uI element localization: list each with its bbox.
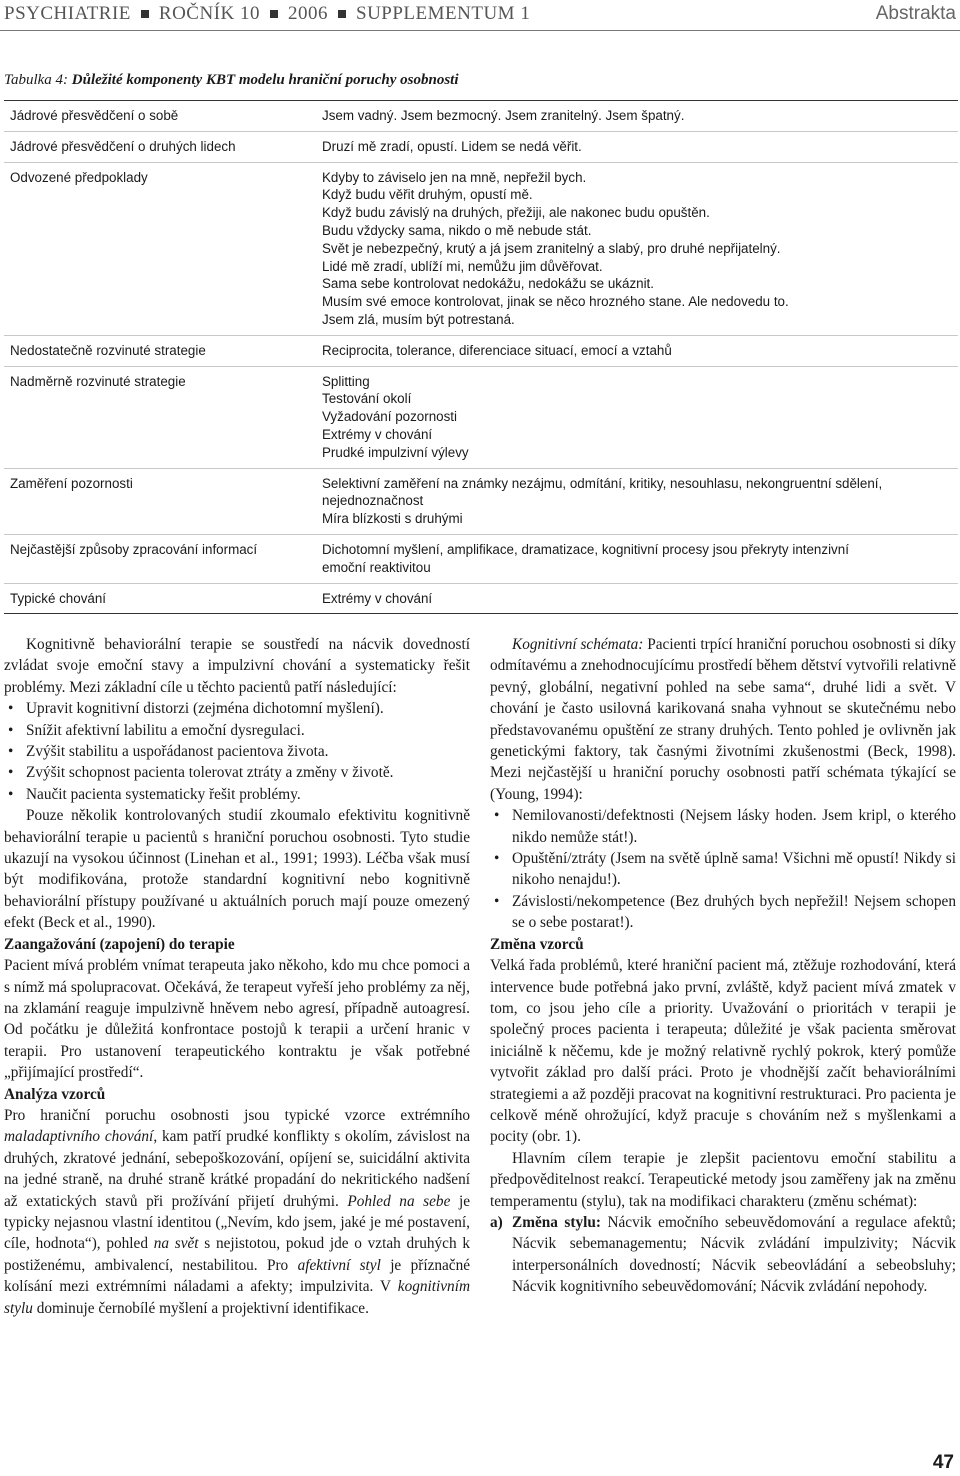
row-label: Nejčastější způsoby zpracování informací <box>4 534 316 583</box>
methods-list <box>490 1212 956 1298</box>
header-rule <box>0 30 960 31</box>
value-line: Extrémy v chování <box>322 590 433 606</box>
schemata-list <box>490 805 956 933</box>
table-row <box>4 162 958 335</box>
change-paragraph-1: Velká řada problémů, které hraniční pacient má, ztěžuje rozhodování, která intervence bude potřebná jako první, zvláště, když pacient mívá zmatek v tom, co jsou jeho cíle a priority. Uvažování o prioritách v terapii je společný proces pacienta i terapeuta; důležité je však pacienta směrovat iniciálně k něčemu, kde je možný relativně rychlý pokrok, který pomůže vytvořit základ pro další práci. Proto je vhodnější začít behaviorálními strategiemi a až později pracovat na kognitivní restrukturaci. Pro pacienta je celkově méně ohrožující, když pracuje s chováním než s myšlenkami a pocity (obr. 1). <box>490 957 956 1146</box>
list-item: a) Změna stylu: Nácvik emočního sebeuvědomování a regulace afektů; Nácvik sebemanagementu; Nácvik zvládání impulzivity; Nácvik interpersonálních dovedností; Nácvik sebeovládání a sebeobsluhy; Nácvik kognitivního sebeuvědomování; Nácvik zvládání nepohody. <box>490 1213 957 1296</box>
value-line: Jsem zlá, musím být potrestaná. <box>322 311 515 327</box>
table-row <box>4 468 958 534</box>
year: 2006 <box>288 3 328 24</box>
row-value <box>316 468 958 534</box>
analysis-paragraph: Pro hraniční poruchu osobnosti jsou typické vzorce extrémního maladaptivního chování, kam patří prudké konflikty s okolím, závislost na druhých, zkratové jednání, sebepoškozování, opíjení se, suicidální aktivita na jedné straně, na druhé straně krátké propadání do nekritického nadšení až extatických stavů při prožívání přijetí druhými. Pohled na sebe je typicky nejasnou vlastní identitou („Nevím, kdo jsem, jaké je mé postavení, cíle, hodnota“), pohled na svět s nejistotou, pokud jde o vztah druhých k postiženému, ambivalencí, nestabilitou. Pro afektivní styl je příznačné kolísání mezi extrémními náladami a afekty; impulzivita. V kognitivním stylu dominuje černobílé myšlení a projektivní identifikace. <box>4 1106 471 1317</box>
square-separator-icon <box>338 10 346 18</box>
list-item: • Snížit afektivní labilitu a emoční dysregulaci. <box>4 720 470 741</box>
list-item: • Zvýšit stabilitu a uspořádanost pacientova života. <box>4 741 470 762</box>
studies-paragraph: Pouze několik kontrolovaných studií zkoumalo efektivitu kognitivně behaviorální terapie u pacientů s hraniční poruchou osobnosti. Tyto studie ukazují na vysokou účinnost (Linehan et al., 1991; 1993). Léčba však musí být modifikována, protože standardní kognitivní nebo kognitivně behaviorální přístupy používané u aktuálních poruch mají pouze omezený efekt (Beck et al., 1990). <box>4 807 470 932</box>
section-name: Abstrakta <box>875 3 956 24</box>
change-heading: Změna vzorců <box>490 935 584 953</box>
value-line: Druzí mě zradí, opustí. Lidem se nedá věřit. <box>322 138 582 154</box>
value-line: Reciprocita, tolerance, diferenciace situací, emocí a vztahů <box>322 342 672 358</box>
engagement-paragraph: Pacient mívá problém vnímat terapeuta jako někoho, kdo mu chce pomoci a s nímž má spolupracovat. Očekává, že terapeut vyřeší jeho problémy za něj, na zklamání reaguje impulzivně hněvem nebo agresí, případně autoagresí. Od počátku je důležitá konfrontace postojů k terapii a určení hranic v terapii. Pro ustanovení terapeutického kontraktu je však potřebné „přijímající prostředí“. <box>4 957 470 1082</box>
kbt-components-table <box>4 100 958 614</box>
list-item: • Upravit kognitivní distorzi (zejména dichotomní myšlení). <box>4 698 470 719</box>
list-item: • Závislosti/nekompetence (Bez druhých bych nepřežil! Nejsem schopen se o sebe postarat!). <box>490 891 956 934</box>
value-line: Když budu věřit druhým, opustí mě. <box>322 187 533 203</box>
right-column <box>490 634 956 1298</box>
table-row <box>4 131 958 162</box>
table-row <box>4 534 958 583</box>
table-row <box>4 583 958 614</box>
row-value <box>316 335 958 366</box>
list-item: • Opuštění/ztráty (Jsem na světě úplně sama! Všichni mě opustí! Nikdy si nikoho nenajdu!). <box>490 848 956 891</box>
square-separator-icon <box>141 10 149 18</box>
list-item: • Nemilovanosti/defektnosti (Nejsem lásky hoden. Jsem kripl, o kterého nikdo nemůže stát!). <box>490 805 956 848</box>
value-line: Selektivní zaměření na známky nezájmu, odmítání, kritiky, nesouhlasu, nekongruentní sdělení, <box>322 475 883 491</box>
value-line: Když budu závislý na druhých, přežiji, ale nakonec budu opuštěn. <box>322 205 710 221</box>
row-label: Jádrové přesvědčení o sobě <box>4 101 316 132</box>
value-line: Vyžadování pozornosti <box>322 409 457 425</box>
page-number: 47 <box>932 1452 954 1473</box>
schemata-paragraph: Kognitivní schémata: Pacienti trpící hraniční poruchou osobnosti si díky odmítavému a znehodnocujícímu prostředí během dětství vytvořili relativně pevný, globální, negativní pohled na sebe sama“, druhé lidi a svět. V chování je často usilovná karikovaná snaha vyhnout se skutečnému nebo představovanému opuštění ze strany druhých. Tento pohled je ovlivněn jak genetickými faktory, tak časnými životními zkušenostmi (Beck, 1998). Mezi nejčastější u hraniční poruchy osobnosti patří schémata týkající se (Young, 1994): <box>490 636 957 803</box>
supplement: SUPPLEMENTUM 1 <box>356 3 531 24</box>
caption-label: Tabulka 4: <box>4 72 69 88</box>
row-label: Zaměření pozornosti <box>4 468 316 534</box>
value-line: Míra blízkosti s druhými <box>322 511 463 527</box>
journal-name: PSYCHIATRIE <box>4 3 131 24</box>
row-label: Nadměrně rozvinuté strategie <box>4 366 316 468</box>
row-value <box>316 101 958 132</box>
row-label: Odvozené předpoklady <box>4 162 316 335</box>
value-line: Jsem vadný. Jsem bezmocný. Jsem zranitelný. Jsem špatný. <box>322 108 685 123</box>
value-line: Budu vždycky sama, nikdo o mě nebude stát. <box>322 222 592 238</box>
engagement-heading: Zaangažování (zapojení) do terapie <box>4 935 235 953</box>
square-separator-icon <box>270 10 278 18</box>
row-value <box>316 162 958 335</box>
analysis-heading: Analýza vzorců <box>4 1085 106 1103</box>
value-line: Musím své emoce kontrolovat, jinak se něco hrozného stane. Ale nedovedu to. <box>322 294 789 310</box>
value-line: Prudké impulzivní výlevy <box>322 444 469 460</box>
volume: ROČNÍK 10 <box>158 3 260 24</box>
value-line: nejednoznačnost <box>322 493 424 509</box>
row-label: Nedostatečně rozvinuté strategie <box>4 335 316 366</box>
row-value <box>316 131 958 162</box>
table-caption <box>4 72 459 89</box>
row-label: Jádrové přesvědčení o druhých lidech <box>4 131 316 162</box>
list-item: • Naučit pacienta systematicky řešit problémy. <box>4 784 470 805</box>
running-header <box>4 0 956 28</box>
change-paragraph-2: Hlavním cílem terapie je zlepšit pacientovu emoční stabilitu a předpověditelnost reakcí. Terapeutické metody jsou zaměřeny jak na změnu temperamentu (stylu), tak na modifikaci charakteru (změnu schémat): <box>490 1149 956 1210</box>
table-row <box>4 366 958 468</box>
value-line: emoční reaktivitou <box>322 559 431 575</box>
value-line: Sama sebe kontrolovat nedokážu, nedokážu se ukáznit. <box>322 276 655 292</box>
table-row <box>4 335 958 366</box>
left-column <box>4 634 470 1319</box>
row-value <box>316 534 958 583</box>
table-row <box>4 101 958 132</box>
value-line: Svět je nebezpečný, krutý a já jsem zranitelný a slabý, pro druhé nepřijatelný. <box>322 240 781 256</box>
schemata-label: Kognitivní schémata: <box>512 636 644 653</box>
row-value <box>316 583 958 614</box>
value-line: Extrémy v chování <box>322 426 433 442</box>
journal-info <box>4 3 530 25</box>
list-item: • Zvýšit schopnost pacienta tolerovat ztráty a změny v životě. <box>4 762 470 783</box>
row-label: Typické chování <box>4 583 316 614</box>
goals-list <box>4 698 470 805</box>
value-line: Dichotomní myšlení, amplifikace, dramatizace, kognitivní procesy jsou překryty intenzivní <box>322 541 849 557</box>
value-line: Kdyby to záviselo jen na mně, nepřežil bych. <box>322 169 587 185</box>
row-value <box>316 366 958 468</box>
value-line: Lidé mě zradí, ublíží mi, nemůžu jim důvěřovat. <box>322 258 603 274</box>
value-line: Testování okolí <box>322 391 412 407</box>
caption-title: Důležité komponenty KBT modelu hraniční poruchy osobnosti <box>71 72 459 88</box>
intro-paragraph: Kognitivně behaviorální terapie se soustředí na nácvik dovedností zvládat svoje emoční stavy a impulzivní chování a systematicky řešit problémy. Mezi základní cíle u těchto pacientů patří následující: <box>4 636 470 696</box>
value-line: Splitting <box>322 373 370 389</box>
